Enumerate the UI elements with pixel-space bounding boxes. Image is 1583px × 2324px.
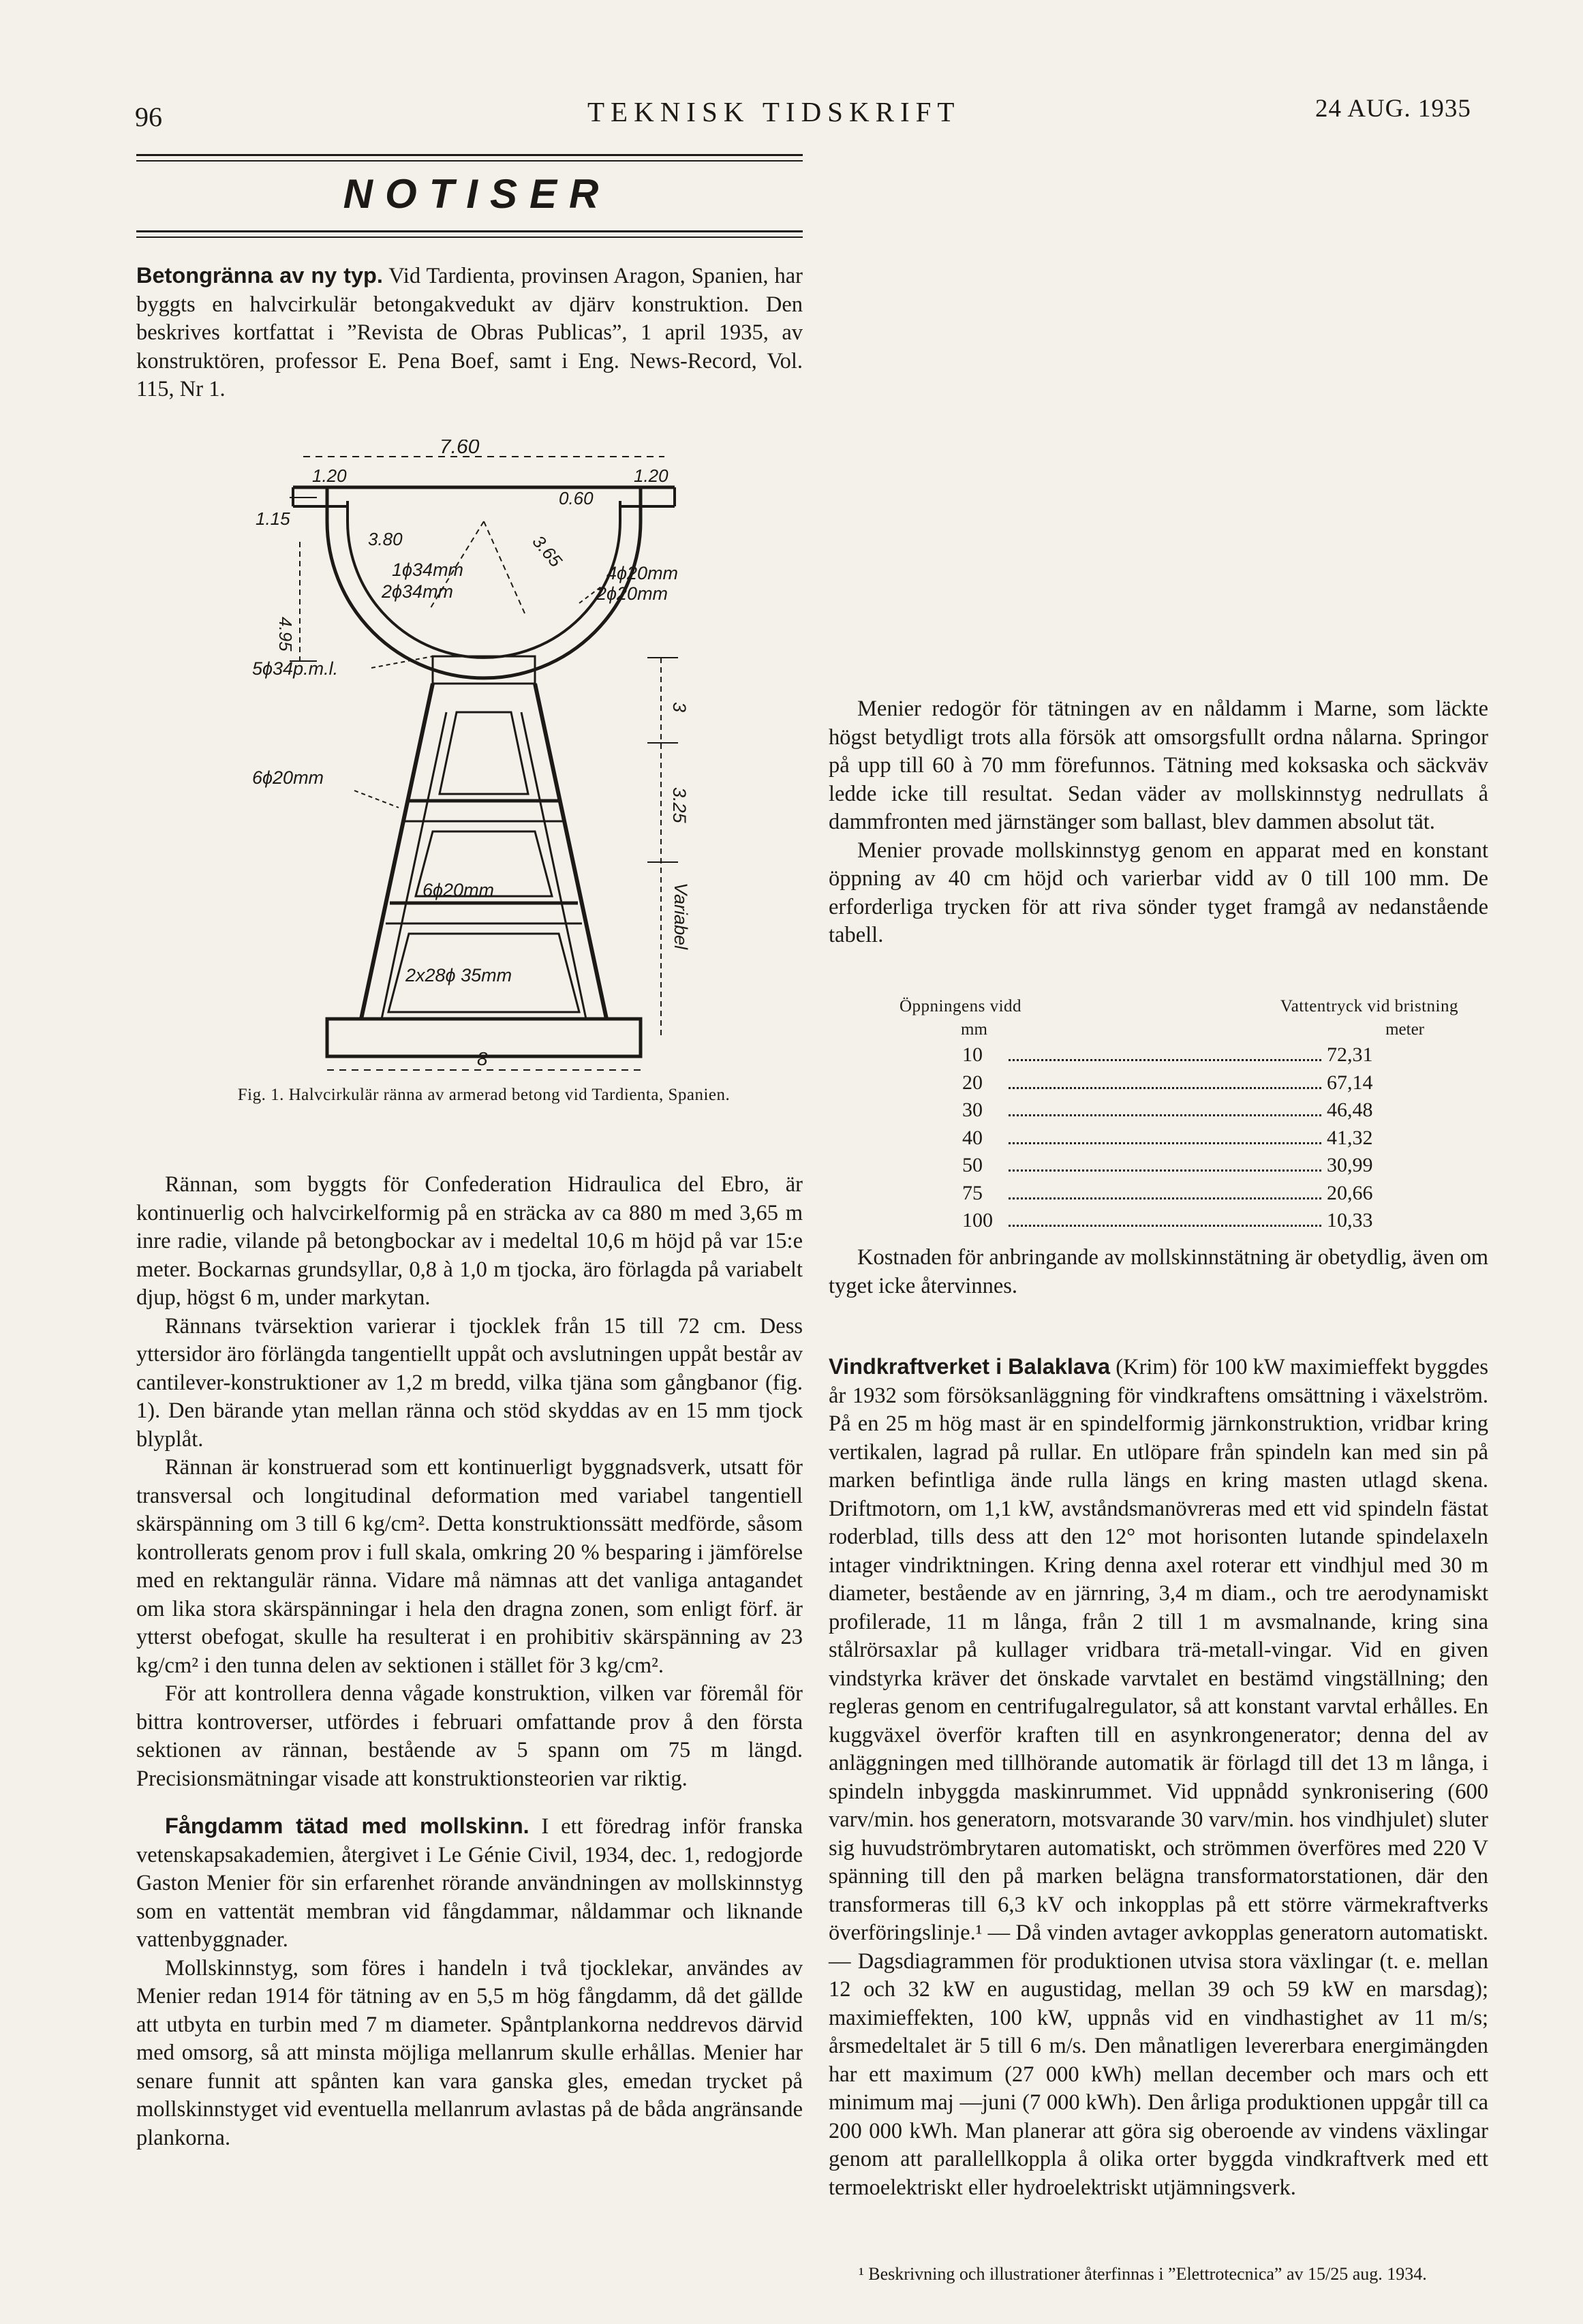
fig-label-rebar-3: 4ɸ20mm bbox=[606, 563, 679, 583]
fig-label-cantilever-right: 1.20 bbox=[634, 465, 668, 486]
fangdamm-paragraph-1-start bbox=[136, 1955, 803, 2153]
table-cell-tryck: 20,66 bbox=[1327, 1181, 1373, 1204]
section-heading: NOTISER bbox=[343, 171, 611, 217]
fangdamm-intro-text: I ett föredrag inför franska vetenskapsakademien, återgivet i Le Génie Civil, 1934, dec. 1, redogjorde Gaston Menier för sin erfarenhet rörande användningen av mollskinnstyg som en vattentät membran vid fångdammar, nåldammar och liknande vattenbyggnader. bbox=[136, 1814, 803, 1952]
fig-label-rebar-1: 1ɸ34mm bbox=[392, 560, 464, 580]
fig-label-rebar-2: 2ɸ34mm bbox=[382, 581, 454, 602]
fig-label-radius-365: 3.65 bbox=[528, 531, 566, 571]
table-row bbox=[900, 1097, 1388, 1125]
table-col1-header: Öppningens vidd bbox=[900, 997, 1022, 1015]
table-row bbox=[900, 1125, 1388, 1152]
fig-label-variable: Variabel bbox=[671, 883, 691, 950]
article-title-betongranna: Betongränna av ny typ. bbox=[136, 263, 383, 288]
table-leader-dots bbox=[1009, 1225, 1321, 1227]
aqueduct-cross-section-figure bbox=[225, 440, 729, 1073]
table-cell-vidd: 30 bbox=[962, 1099, 983, 1121]
table-col2-unit: meter bbox=[1385, 1020, 1424, 1039]
table-col1-unit: mm bbox=[961, 1020, 987, 1039]
fangdamm-paragraph-3: Menier provade mollskinnstyg genom en apparat med en konstant öppning av 40 cm höjd och varierbar vidd av 0 till 100 mm. De erforderliga trycken för att riva sönder tyget framgå av nedanstående tabell. bbox=[829, 838, 1488, 947]
table-leader-dots bbox=[1009, 1059, 1321, 1061]
table-cell-tryck: 30,99 bbox=[1327, 1154, 1373, 1176]
betongranna-paragraph-3: Rännan är konstruerad som ett kontinuerligt byggnadsverk, utsatt för transversal och longitudinal deformation med variabel tangentiell skärspänning om 3 till 6 kg/cm². Detta konstruktionssätt medförde, såsom kontrollerats genom prov i full skala, omkring 20 % besparing i jämförelse med en rektangulär ränna. Vidare må nämnas att det vanliga antagandet om lika stora skärspänningar i hela den dragna zonen, som enligt förf. är ytterst obefogat, skulle ha resulterat i en prohibitiv skärspänning av 23 kg/cm² i den tunna delen av sektionen i stället för 3 kg/cm². bbox=[136, 1455, 803, 1678]
article-fangdamm-intro bbox=[136, 1812, 803, 1955]
footnote: ¹ Beskrivning och illustrationer återfinnas i ”Elettrotecnica” av 15/25 aug. 1934. bbox=[859, 2264, 1427, 2284]
table-row bbox=[900, 1180, 1388, 1208]
issue-date: 24 AUG. 1935 bbox=[1315, 95, 1471, 123]
betongranna-paragraph-2: Rännans tvärsektion varierar i tjocklek från 15 till 72 cm. Dess yttersidor äro förlängda tangentiellt uppåt och avslutningen uppåt består av cantilever-konstruktioner av 1,2 m bredd, vilka tjäna som gångbanor (fig. 1). Den bärande ytan mellan ränna och stöd skyddas av en 15 mm tjock blyplåt. bbox=[136, 1313, 803, 1452]
heading-rule-top-2 bbox=[136, 160, 803, 162]
fangdamm-paragraph-2: Menier redogör för tätningen av en nåldamm i Marne, som läckte högst betydligt trots alla försök att omsorgsfullt ordna nålarna. Springor på upp till 60 à 70 mm förefunnos. Tätning med koksaska och säckväv ledde icke till resultat. Sedan väder av mollskinnstyg nedrullats å dammfronten med järnstänger som ballast, blev dammen absolut tät. bbox=[829, 697, 1488, 834]
fig-label-width-top: 7.60 bbox=[440, 440, 480, 458]
table-cell-tryck: 72,31 bbox=[1327, 1043, 1373, 1066]
table-row bbox=[900, 1069, 1388, 1097]
fig-label-rebar-8: 2x28ɸ 35mm bbox=[405, 965, 512, 985]
fig-label-height-495: 4.95 bbox=[275, 617, 296, 652]
betongranna-paragraph-1: Rännan, som byggts för Confederation Hidraulica del Ebro, är kontinuerlig och halvcirkelformig på en sträcka av ca 880 m med 3,65 m inre radie, vilande på betongbockar av i medeltal 10,6 m höjd på var 15:e meter. Bockarnas grundsyllar, 0,8 à 1,0 m tjocka, äro förlagda på variabelt djup, högst 6 m, under markytan. bbox=[136, 1172, 803, 1310]
article-intro-text: Vid Tardienta, provinsen Aragon, Spanien, har byggts en halvcirkulär betongakvedukt av djärv konstruktion. Den beskrives kortfattat i ”Revista de Obras Publicas”, 1 april 1935, av konstruktören, professor E. Pena Boef, samt i Eng. News-Record, Vol. 115, Nr 1. bbox=[136, 264, 803, 401]
table-leader-dots bbox=[1009, 1169, 1321, 1172]
table-leader-dots bbox=[1009, 1114, 1321, 1116]
table-cell-vidd: 10 bbox=[962, 1043, 983, 1066]
table-leader-dots bbox=[1009, 1197, 1321, 1199]
article-fangdamm-continued bbox=[829, 695, 1488, 950]
table-cell-tryck: 41,32 bbox=[1327, 1126, 1373, 1149]
article-title-vindkraft: Vindkraftverket i Balaklava bbox=[829, 1354, 1111, 1379]
table-cell-tryck: 67,14 bbox=[1327, 1071, 1373, 1094]
table-cell-vidd: 75 bbox=[962, 1181, 983, 1204]
heading-rule-bottom bbox=[136, 230, 803, 232]
table-cell-vidd: 40 bbox=[962, 1126, 983, 1149]
fangdamm-paragraph-1: Mollskinnstyg, som föres i handeln i två tjocklekar, användes av Menier redan 1914 för tätning av en 5,5 m hög fångdamm, då det gällde att utbyta en turbin med 7 m diameter. Spåntplankorna neddrevos därvid med omsorg, så att minsta möjliga mellanrum skulle erhållas. Menier har senare funnit att spånten kan vara ganska gles, emedan trycket på mollskinnstyget vid eventuella mellanrum avlastas på de båda angränsande plankorna. bbox=[136, 1955, 803, 2150]
fig-label-rebar-7: 6ɸ20mm bbox=[422, 880, 495, 900]
table-cell-vidd: 20 bbox=[962, 1071, 983, 1094]
article-vindkraft bbox=[829, 1353, 1488, 2202]
burst-pressure-table bbox=[900, 995, 1458, 1235]
fig-label-wall-thickness: 0.60 bbox=[559, 488, 594, 508]
fig-label-height-3: 3 bbox=[669, 702, 690, 713]
betongranna-paragraph-4: För att kontrollera denna vågade konstruktion, vilken var föremål för bittra kontroverser, utfördes i februari omfattande prov å den första sektionen av rännan, bestående av 5 spann om 75 m längd. Precisionsmätningar visade att konstruktionsteorien var riktig. bbox=[136, 1681, 803, 1791]
fig-label-rebar-4: 2ɸ20mm bbox=[596, 583, 668, 604]
table-row bbox=[900, 1207, 1388, 1235]
article-betongranna-intro bbox=[136, 262, 803, 404]
fig-label-height-325: 3.25 bbox=[669, 787, 690, 823]
journal-title: TEKNISK TIDSKRIFT bbox=[587, 96, 961, 127]
fangdamm-paragraph-4: Kostnaden för anbringande av mollskinnstätning är obetydlig, även om tyget icke återvinnes. bbox=[829, 1245, 1488, 1298]
fig-label-base-width: 8 bbox=[477, 1048, 488, 1069]
fig-label-cantilever-left: 1.20 bbox=[312, 465, 347, 486]
table-cell-tryck: 10,33 bbox=[1327, 1209, 1373, 1232]
fig-label-radius-380: 3.80 bbox=[368, 529, 403, 549]
table-col2-header: Vattentryck vid bristning bbox=[1280, 997, 1458, 1015]
fig-label-rebar-6: 6ɸ20mm bbox=[252, 767, 324, 788]
heading-rule-bottom-2 bbox=[136, 236, 803, 238]
page-number: 96 bbox=[135, 102, 162, 132]
fig-label-height-115: 1.15 bbox=[256, 508, 290, 529]
table-units bbox=[900, 1018, 1458, 1041]
article-title-fangdamm: Fångdamm tätad med mollskinn. bbox=[165, 1814, 529, 1838]
article-fangdamm-conclusion bbox=[829, 1244, 1488, 1300]
figure-caption: Fig. 1. Halvcirkulär ränna av armerad betong vid Tardienta, Spanien. bbox=[237, 1086, 731, 1104]
heading-rule-top bbox=[136, 154, 803, 156]
table-row bbox=[900, 1041, 1388, 1069]
fig-label-rebar-5: 5ɸ34p.m.l. bbox=[252, 658, 339, 679]
table-cell-vidd: 100 bbox=[962, 1209, 993, 1232]
table-leader-dots bbox=[1009, 1142, 1321, 1144]
table-body bbox=[900, 1041, 1458, 1235]
article-betongranna-body bbox=[136, 1171, 803, 2152]
table-header bbox=[900, 995, 1458, 1018]
table-row bbox=[900, 1152, 1388, 1180]
table-cell-tryck: 46,48 bbox=[1327, 1099, 1373, 1121]
vindkraft-text: (Krim) för 100 kW maximieffekt byggdes år 1932 som försöksanläggning för vindkraftens omsättning i växelström. På en 25 m hög mast är en spindelformig järnkonstruktion, vridbar kring vertikalen, lagrad på rullar. En utlöpare från spindeln kan med sin på marken befintliga ände rulla längs en kring masten utlagd skena. Driftmotorn, om 1,1 kW, avståndsmanövreras med ett vid spindeln fästat roderblad, tills dess att den 12° mot horisonten lutande spindelaxeln intager vindriktningen. Kring denna axel roterar ett vindhjul med 30 m diameter, bestående av en järnring, 3,4 m diam., och tre aerodynamiskt profilerade, 11 m långa, från 2 till 1 m avsmalnande, kring sina stålrörsaxlar på kullager vridbara trä-metall-vingar. Vid en given vindstyrka kräver det önskade varvtalet en bestämd vingställning; den regleras genom en centrifugalregulator, så att konstant varvtal erhålles. En kuggväxel överför kraften till en asynkrongenerator; denna del av anläggningen med tillhörande automatik är förlagd till det 13 m långa, i spindeln inbyggda maskinrummet. Vid uppnådd synkronisering (600 varv/min. hos generatorn, motsvarande 30 varv/min. hos vindhjulet) sluter sig huvudströmbrytaren automatiskt, och strömmen överföres med 220 V spänning till den på marken belägna transformatorstationen, där den transformeras till 6,3 kV och inkopplas på ett större värmekraftverks överföringslinje.¹ — Då vinden avtager avkopplas generatorn automatiskt. — Dagsdiagrammen för produktionen utvisa stora växlingar (t. e. mellan 12 och 32 kW en augustidag, mellan 39 och 59 kW en marsdag); maximieffekten, 100 kW, uppnås vid en vindhastighet av 11 m/s; årsmedeltalet är 5 till 6 m/s. Den månatligen levererbara energimängden har ett maximum (27 000 kWh) mellan december och mars och ett minimum maj —juni (7 000 kWh). Den årliga produktionen uppgår till ca 200 000 kWh. Man planerar att göra sig oberoende av vindens växlingar genom att parallellkoppla å olika orter byggda vindkraftverk med ett termoelektriskt eller hydroelektriskt utjämningsverk. bbox=[829, 1355, 1488, 2200]
table-leader-dots bbox=[1009, 1087, 1321, 1089]
table-cell-vidd: 50 bbox=[962, 1154, 983, 1176]
